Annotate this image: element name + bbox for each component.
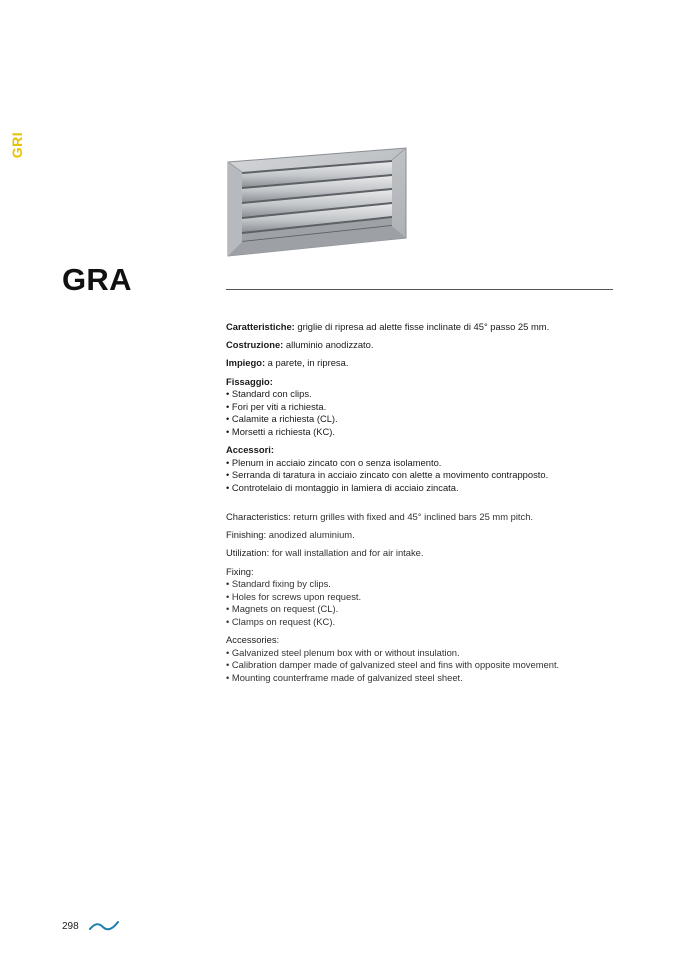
list-item: • Standard fixing by clips.	[226, 578, 626, 591]
list-item: • Morsetti a richiesta (KC).	[226, 426, 626, 439]
it-characteristics: Caratteristiche: griglie di ripresa ad alette fisse inclinate di 45° passo 25 mm.	[226, 321, 550, 332]
list-item: • Galvanized steel plenum box with or without insulation.	[226, 647, 626, 660]
section-tab-label: GRI	[9, 131, 25, 159]
language-gap	[226, 500, 626, 511]
list-item: • Standard con clips.	[226, 388, 626, 401]
en-accessories	[226, 634, 626, 684]
list-item: • Fori per viti a richiesta.	[226, 401, 626, 414]
en-finishing: Finishing: anodized aluminium.	[226, 529, 355, 541]
it-use: Impiego: a parete, in ripresa.	[226, 357, 349, 369]
en-characteristics: Characteristics: return grilles with fixed and 45° inclined bars 25 mm pitch.	[226, 511, 534, 523]
en-fixing	[226, 566, 626, 629]
list-item: • Mounting counterframe made of galvanized steel sheet.	[226, 672, 626, 685]
description-block	[226, 321, 626, 690]
list-item: • Calamite a richiesta (CL).	[226, 413, 626, 426]
en-fixing-label: Fixing:	[226, 565, 254, 577]
it-fixing-label: Fissaggio:	[226, 375, 273, 387]
list-item: • Magnets on request (CL).	[226, 603, 626, 616]
list-item: • Calibration damper made of galvanized steel and fins with opposite movement.	[226, 659, 626, 672]
list-item: • Holes for screws upon request.	[226, 591, 626, 604]
product-code: GRA	[62, 262, 132, 297]
english-section	[226, 511, 626, 685]
it-fixing	[226, 376, 626, 439]
title-divider	[226, 289, 613, 290]
en-utilization: Utilization: for wall installation and for air intake.	[226, 547, 424, 559]
list-item: • Controtelaio di montaggio in lamiera di acciaio zincata.	[226, 482, 626, 495]
section-tab	[10, 128, 24, 160]
wave-logo-icon	[89, 919, 119, 933]
it-accessories	[226, 444, 626, 494]
return-grille-photo	[226, 146, 408, 260]
italian-section	[226, 321, 626, 495]
en-accessories-label: Accessories:	[226, 634, 280, 646]
it-construction: Costruzione: alluminio anodizzato.	[226, 339, 374, 351]
it-accessories-label: Accessori:	[226, 444, 274, 456]
list-item: • Clamps on request (KC).	[226, 616, 626, 629]
page-number: 298	[62, 921, 79, 932]
list-item: • Serranda di taratura in acciaio zincato con alette a movimento contrapposto.	[226, 469, 626, 482]
list-item: • Plenum in acciaio zincato con o senza isolamento.	[226, 457, 626, 470]
